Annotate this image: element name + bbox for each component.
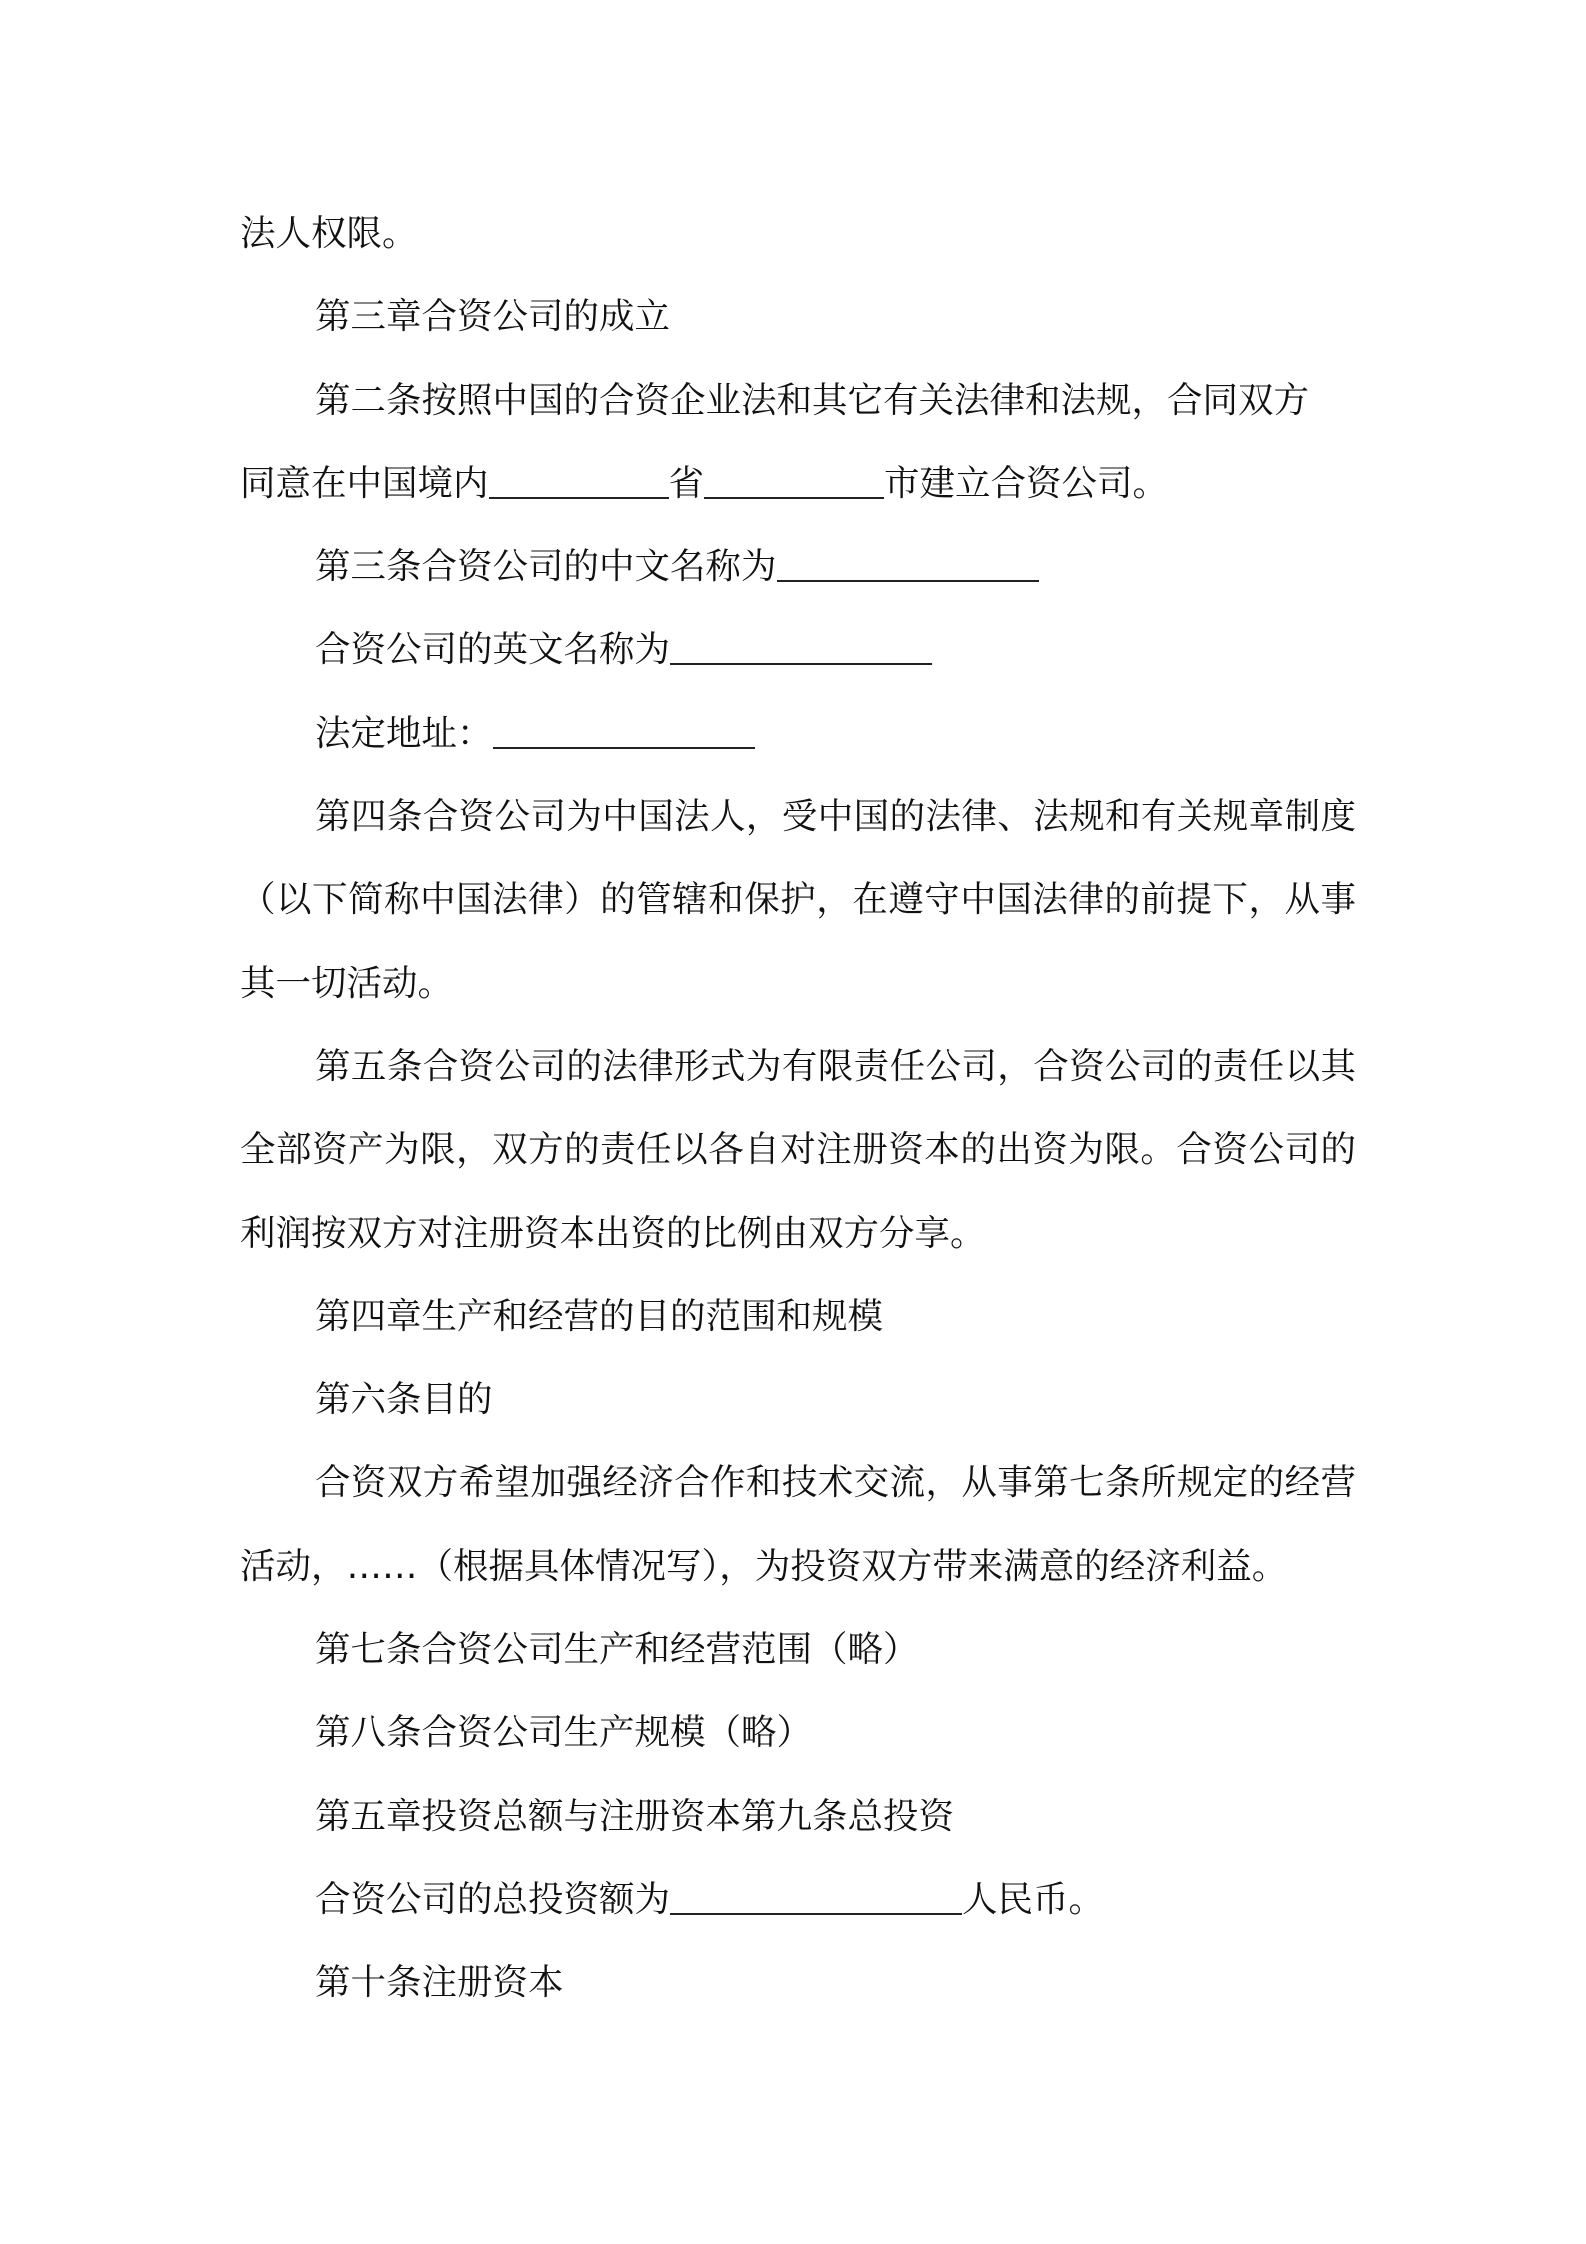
article-2: 第二条按照中国的合资企业法和其它有关法律和法规，合同双方 [315, 379, 1310, 421]
article-4: 第四条合资公司为中国法人，受中国的法律、法规和有关规章制度（以下简称中国法律）的管辖和保护，在遵守中国法律的前提下，从事其一切活动。 [240, 796, 1356, 1004]
chinese-name-blank[interactable] [777, 550, 1039, 582]
chapter-4-heading: 第四章生产和经营的目的范围和规模 [315, 1295, 884, 1337]
article-5: 第五条合资公司的法律形式为有限责任公司，合资公司的责任以其全部资产为限，双方的责任以各自对注册资本的出资为限。合资公司的利润按双方对注册资本出资的比例由双方分享。 [240, 1045, 1356, 1254]
article-7: 第七条合资公司生产和经营范围（略） [315, 1629, 919, 1671]
paragraph-legal-authority: 法人权限。 [240, 213, 418, 254]
article-6-body: 合资双方希望加强经济合作和技术交流，从事第七条所规定的经营活动，……（根据具体情况写），为投资双方带来满意的经济利益。 [240, 1462, 1356, 1587]
article-10-heading: 第十条注册资本 [315, 1962, 564, 2004]
article-8: 第八条合资公司生产规模（略） [315, 1712, 813, 1754]
chinese-name-label: 第三条合资公司的中文名称为 [315, 546, 777, 588]
currency-label: 人民币。 [962, 1878, 1105, 1920]
location-prefix: 同意在中国境内 [240, 462, 489, 504]
total-investment-blank[interactable] [670, 1883, 962, 1915]
contract-text [240, 192, 1356, 2025]
city-blank[interactable] [704, 467, 884, 499]
article-3-english-name [240, 608, 1356, 691]
article-3-chinese-name [240, 525, 1356, 608]
province-blank[interactable] [489, 467, 669, 499]
english-name-blank[interactable] [670, 633, 932, 665]
location-suffix: 市建立合资公司。 [884, 462, 1169, 504]
article-6-heading: 第六条目的 [315, 1379, 493, 1421]
legal-address-label: 法定地址： [315, 712, 493, 754]
total-investment [240, 1858, 1356, 1941]
chapter-3-heading: 第三章合资公司的成立 [315, 296, 671, 338]
legal-address [240, 692, 1356, 775]
total-investment-label: 合资公司的总投资额为 [315, 1878, 671, 1920]
province-label: 省 [668, 462, 705, 504]
article-2-location [240, 442, 1356, 525]
legal-address-blank[interactable] [493, 717, 755, 749]
english-name-label: 合资公司的英文名称为 [315, 629, 671, 671]
chapter-5-heading: 第五章投资总额与注册资本第九条总投资 [315, 1795, 955, 1837]
